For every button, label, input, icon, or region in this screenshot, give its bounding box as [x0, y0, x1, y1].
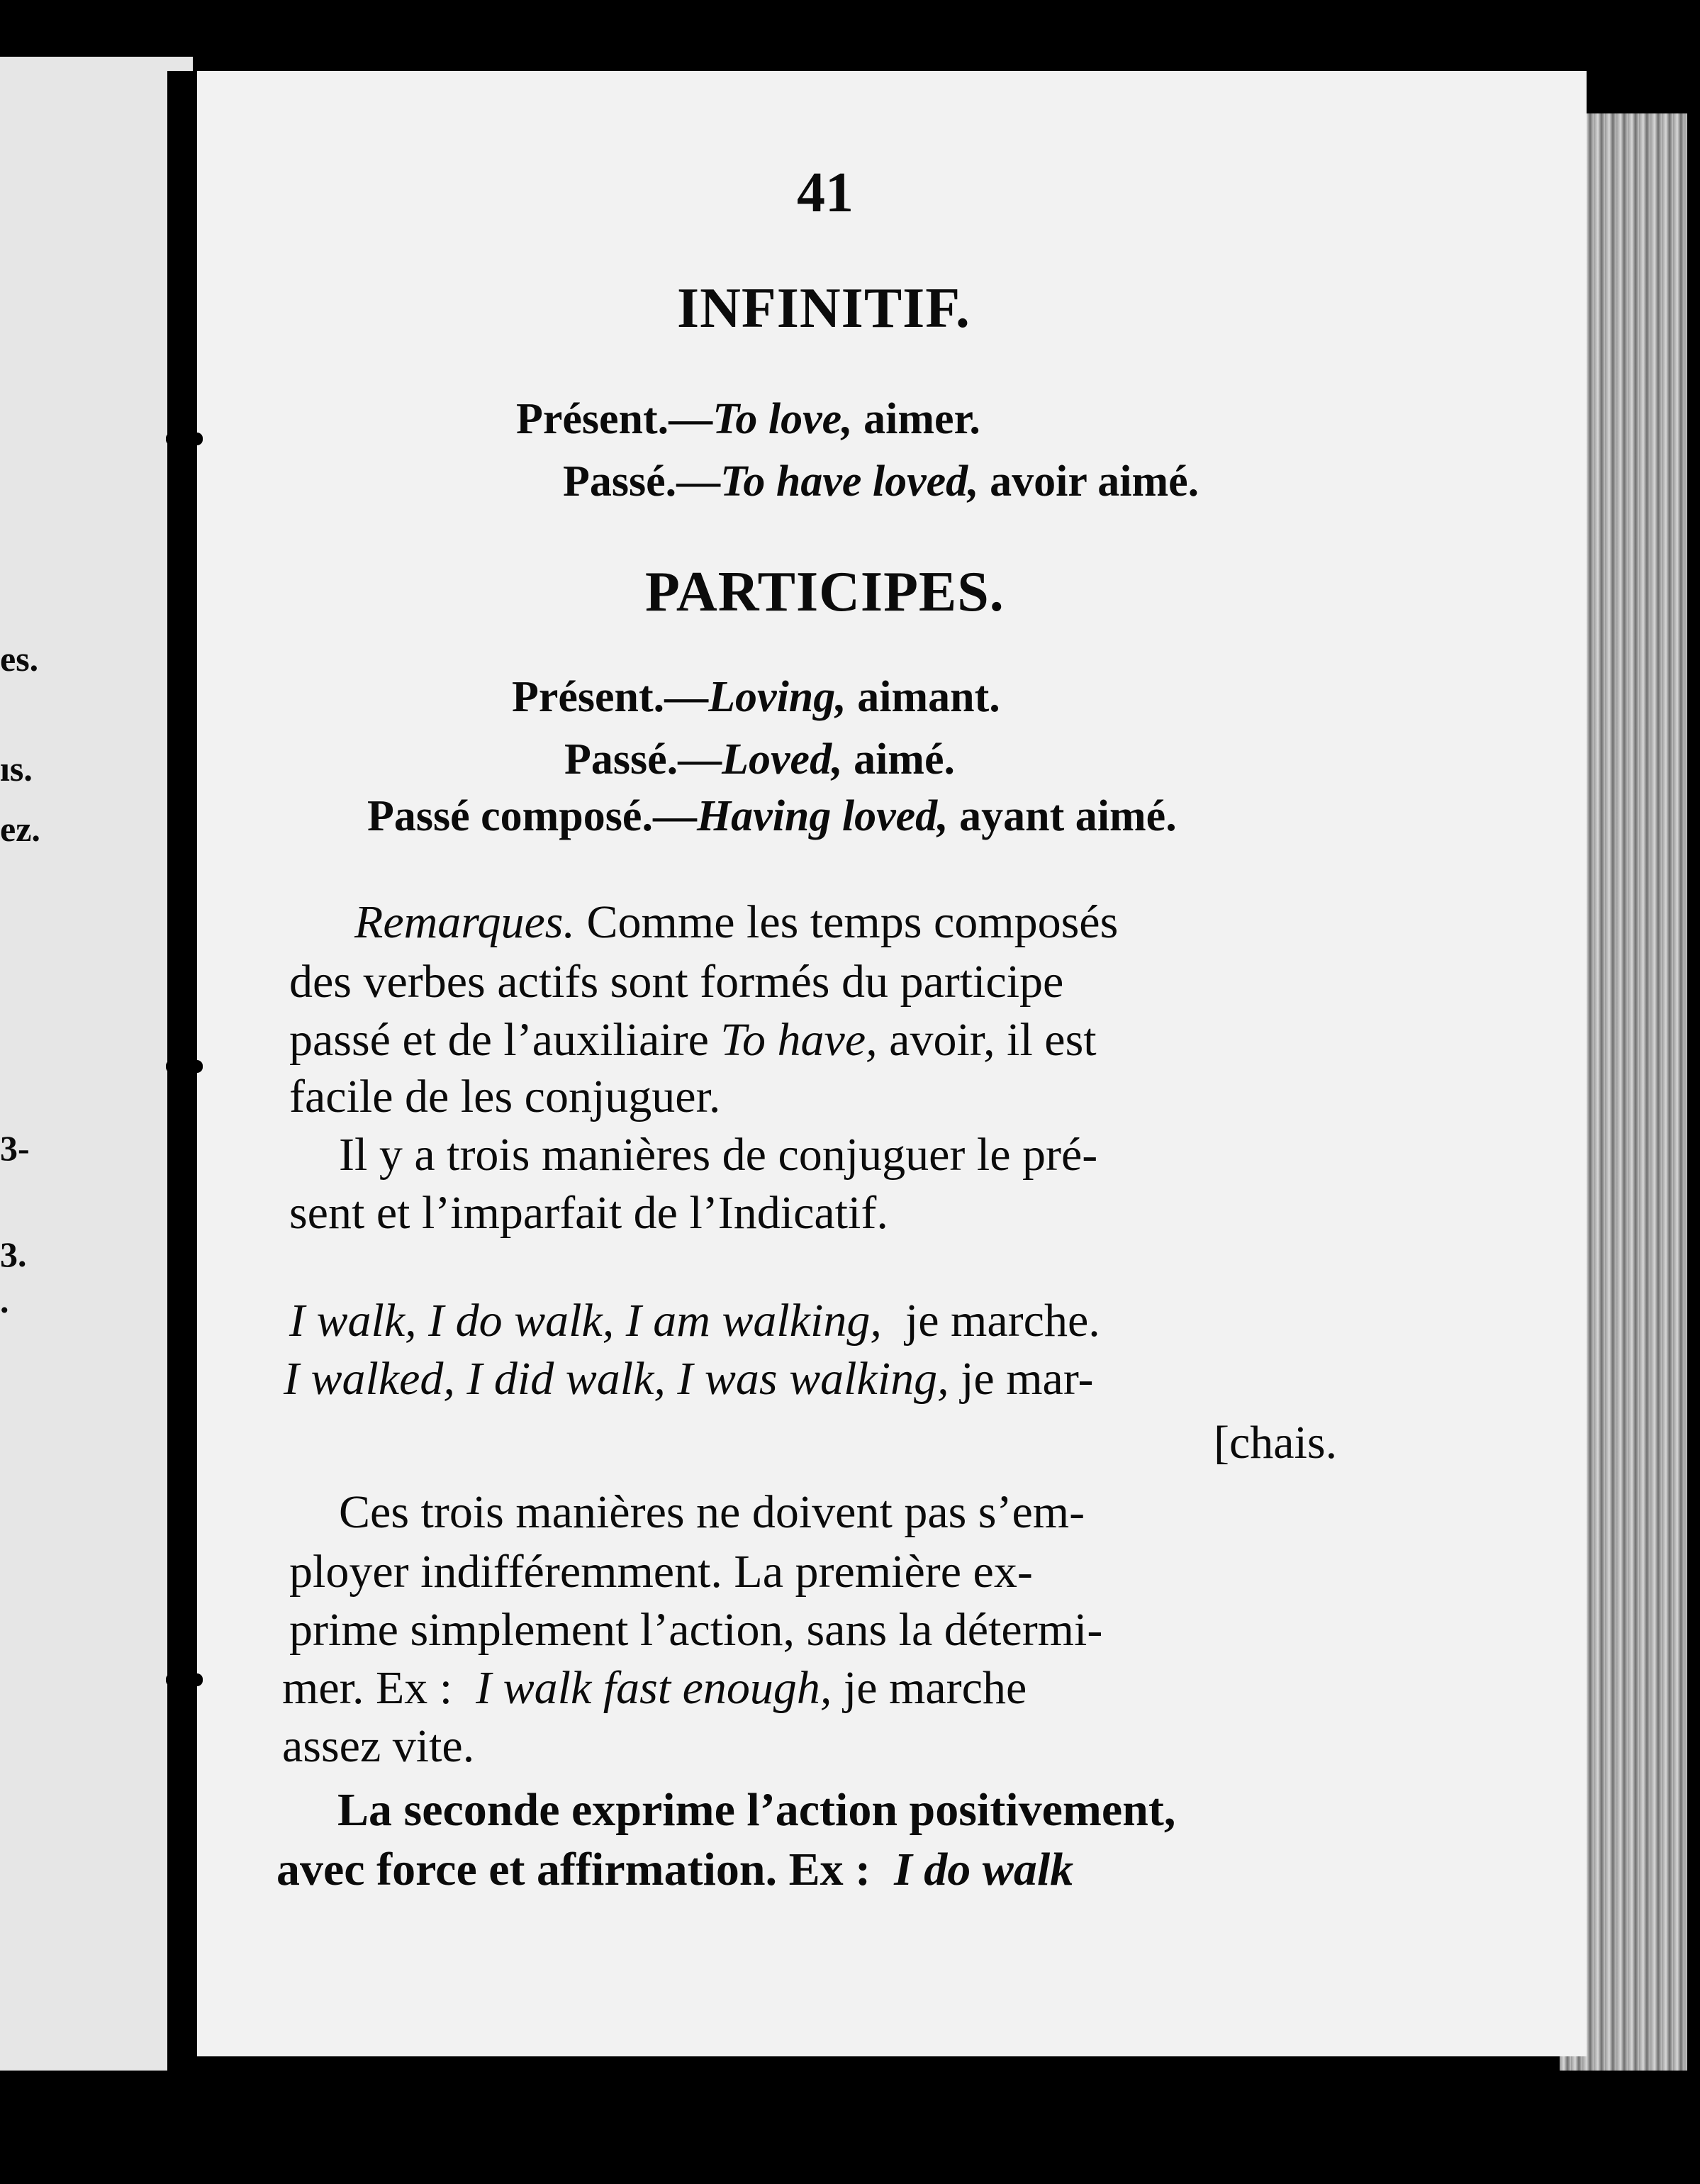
text-span: je marche: [843, 1662, 1027, 1714]
italic-span: I walk, I do walk, I am walking,: [289, 1295, 882, 1347]
left-page-text: es.: [0, 639, 39, 679]
remarques-label: Remarques.: [354, 896, 575, 948]
present-french: aimer.: [863, 395, 980, 443]
text-span: je marche.: [905, 1295, 1100, 1347]
left-page-text: 3-: [0, 1128, 30, 1168]
text-line: [282, 1662, 1027, 1714]
present-french: aimant.: [857, 673, 1000, 721]
binding-stitch: [166, 433, 203, 445]
compose-label: Passé composé.—: [367, 792, 697, 840]
example-line: [chais.: [1214, 1417, 1338, 1469]
left-page-fragment: [0, 57, 193, 2071]
text-line: [289, 1014, 1097, 1066]
compose-french: ayant aimé.: [959, 792, 1177, 840]
passe-label: Passé.—: [564, 735, 722, 784]
italic-span: I walk fast enough,: [476, 1662, 832, 1714]
compose-english: Having loved,: [696, 792, 949, 840]
page-number: 41: [797, 162, 854, 224]
example-line: [289, 1295, 1100, 1347]
infinitif-heading: INFINITIF.: [677, 277, 971, 340]
passe-french: aimé.: [854, 735, 955, 784]
passe-english: Loved,: [722, 735, 843, 784]
text-span: avec force et affirmation. Ex :: [276, 1844, 871, 1895]
text-line: Ces trois manières ne doivent pas s’em-: [339, 1486, 1085, 1538]
text-line: [354, 896, 1119, 948]
left-page-text: .: [0, 1281, 9, 1320]
text-line: des verbes actifs sont formés du participe: [289, 956, 1064, 1008]
text-line: Il y a trois manières de conjuguer le pré-: [339, 1129, 1098, 1181]
text-span: mer. Ex :: [282, 1662, 453, 1714]
present-english: Loving,: [708, 673, 846, 721]
passe-english: To have loved,: [720, 457, 979, 506]
participes-present-line: [512, 675, 1000, 719]
binding-stitch: [166, 1673, 203, 1686]
present-label: Présent.—: [516, 395, 713, 443]
italic-span: I do walk: [894, 1844, 1074, 1895]
left-page-text: ıs.: [0, 749, 33, 789]
present-label: Présent.—: [512, 673, 709, 721]
text-span: Comme les temps composés: [586, 896, 1119, 948]
left-page-text: 3.: [0, 1235, 27, 1274]
text-line: assez vite.: [282, 1720, 475, 1772]
text-span: avoir, il est: [889, 1014, 1097, 1066]
text-line: [276, 1846, 1073, 1893]
text-line: La seconde exprime l’action positivement,: [337, 1784, 1176, 1836]
example-line: [284, 1353, 1094, 1405]
infinitif-passe-line: [563, 457, 1199, 506]
text-span: passé et de l’auxiliaire: [289, 1014, 709, 1066]
text-line: sent et l’imparfait de l’Indicatif.: [289, 1187, 888, 1239]
text-line: facile de les conjuguer.: [289, 1071, 721, 1122]
passe-french: avoir aimé.: [990, 457, 1199, 506]
italic-span: To have,: [720, 1014, 878, 1066]
participes-passe-line: [564, 735, 955, 784]
text-line: prime simplement l’action, sans la détermi-: [289, 1604, 1103, 1656]
infinitif-present-line: [516, 397, 980, 441]
italic-span: I walked, I did walk, I was walking,: [284, 1353, 949, 1405]
participes-heading: PARTICIPES.: [645, 561, 1005, 623]
present-english: To love,: [712, 395, 853, 443]
text-span: je mar-: [961, 1353, 1094, 1405]
passe-label: Passé.—: [563, 457, 721, 506]
participes-compose-line: [367, 794, 1177, 838]
book-gutter: [167, 71, 197, 2113]
left-page-text: ez.: [0, 809, 40, 849]
text-line: ployer indifféremment. La première ex-: [289, 1546, 1033, 1598]
binding-stitch: [166, 1060, 203, 1073]
